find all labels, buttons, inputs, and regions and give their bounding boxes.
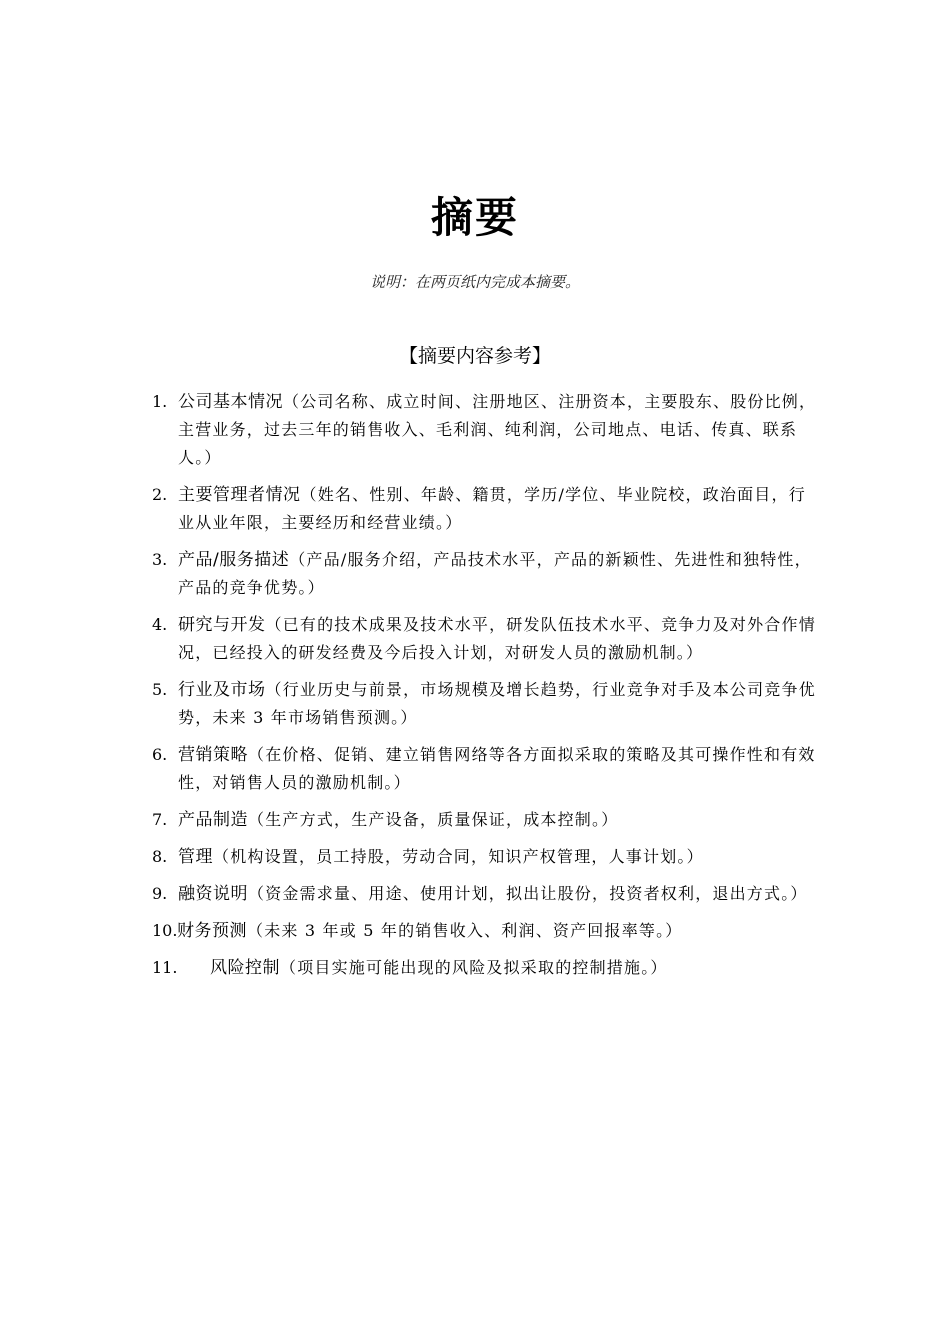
item-description: （机构设置，员工持股，劳动合同，知识产权管理，人事计划。） (213, 847, 704, 866)
list-item (150, 676, 820, 732)
item-heading: 风险控制 (210, 958, 280, 978)
item-description: （资金需求量、用途、使用计划，拟出让股份，投资者权利，退出方式。） (248, 884, 808, 903)
item-description: （产品/服务介绍，产品技术水平，产品的新颖性、先进性和独特性，产品的竞争优势。） (178, 550, 812, 597)
list-item (150, 954, 820, 982)
item-description: （公司名称、成立时间、注册地区、注册资本，主要股东、股份比例，主营业务，过去三年的销售收入、毛利润、纯利润，公司地点、电话、传真、联系人。） (178, 392, 817, 467)
section-heading: 【摘要内容参考】 (398, 345, 551, 367)
item-number: 2. (152, 485, 168, 504)
item-description: （行业历史与前景，市场规模及增长趋势，行业竞争对手及本公司竞争优势，未来 3 年市场销售预测。） (178, 680, 816, 727)
page-title: 摘要 (430, 193, 519, 242)
summary-item-list (150, 388, 820, 991)
item-description: （已有的技术成果及技术水平，研发队伍技术水平、竞争力及对外合作情况，已经投入的研发经费及今后投入计划，对研发人员的激励机制。） (178, 615, 816, 662)
item-heading: 产品制造 (178, 810, 248, 830)
item-number: 1. (152, 392, 168, 411)
item-number: 11. (152, 958, 178, 977)
list-item (150, 611, 820, 667)
list-item (150, 880, 820, 908)
item-description: （未来 3 年或 5 年的销售收入、利润、资产回报率等。） (247, 921, 683, 940)
item-heading: 产品/服务描述 (178, 550, 290, 570)
item-heading: 主要管理者情况 (178, 485, 301, 505)
item-description: （生产方式，生产设备，质量保证，成本控制。） (248, 810, 619, 829)
item-heading: 研究与开发 (178, 615, 266, 635)
list-item (150, 741, 820, 797)
item-number: 7. (152, 810, 168, 829)
item-heading: 融资说明 (178, 884, 248, 904)
item-number: 8. (152, 847, 168, 866)
item-number: 5. (152, 680, 168, 699)
item-number: 6. (152, 745, 168, 764)
item-number: 4. (152, 615, 168, 634)
item-heading: 财务预测 (177, 921, 247, 941)
item-description: （项目实施可能出现的风险及拟采取的控制措施。） (280, 958, 668, 977)
item-heading: 公司基本情况 (178, 392, 283, 412)
item-description: （姓名、性别、年龄、籍贯，学历/学位、毕业院校，政治面目，行业从业年限，主要经历和经营业绩。） (178, 485, 806, 532)
instruction-note: 说明：在两页纸内完成本摘要。 (369, 273, 580, 291)
item-heading: 管理 (178, 847, 213, 867)
item-number: 10. (152, 921, 178, 940)
item-description: （在价格、促销、建立销售网络等各方面拟采取的策略及其可操作性和有效性，对销售人员的激励机制。） (178, 745, 816, 792)
list-item (150, 481, 820, 537)
list-item (150, 388, 820, 472)
item-heading: 行业及市场 (178, 680, 266, 700)
item-number: 3. (152, 550, 168, 569)
list-item (150, 546, 820, 602)
list-item (150, 806, 820, 834)
list-item (150, 917, 820, 945)
item-number: 9. (152, 884, 168, 903)
item-heading: 营销策略 (178, 745, 248, 765)
list-item (150, 843, 820, 871)
